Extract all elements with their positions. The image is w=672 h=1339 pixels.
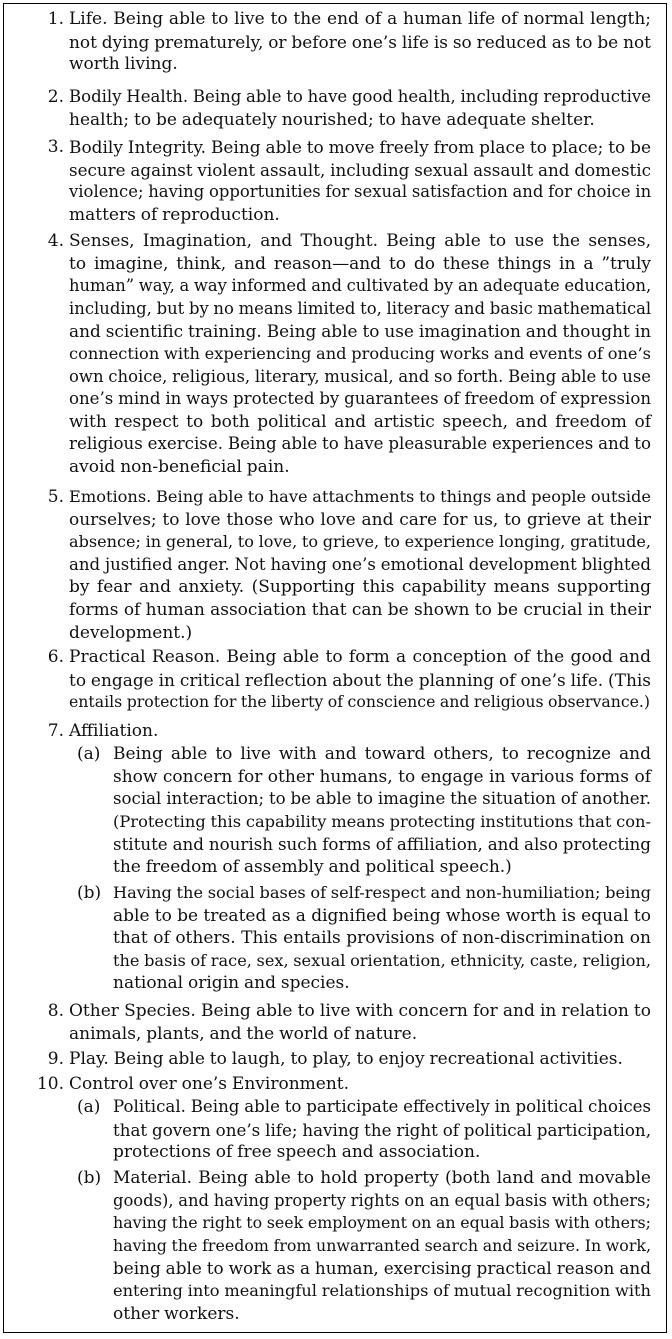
text-line: Bodily Health. Being able to have good health, including reproductive [69, 87, 651, 106]
text-line: the basis of race, sex, sexual orientation, ethnicity, caste, religion, [113, 950, 652, 970]
text-line: able to be treated as a dignified being whose worth is equal to [113, 905, 651, 926]
text-line: development.) [69, 622, 193, 643]
item-text [69, 1073, 651, 1096]
text-line: religious exercise. Being able to have pleasurable experiences and to [69, 434, 651, 454]
text-line: entails protection for the liberty of conscience and religious observance.) [69, 692, 651, 712]
text-line: Life. Being able to live to the end of a human life of normal length; [69, 9, 651, 29]
text-line: (Protecting this capability means protecting institutions that con- [113, 811, 651, 831]
item-number: 5. [47, 487, 64, 507]
text-line: own choice, religious, literary, musical, and so forth. Being able to use [69, 366, 651, 386]
item-number: 6. [47, 647, 64, 667]
text-line: avoid non-beneficial pain. [69, 456, 290, 477]
text-line: to engage in critical reflection about the planning of one’s life. (This [69, 669, 651, 690]
text-line: goods), and having property rights on an equal basis with others; [113, 1190, 651, 1210]
sub-item-text [113, 1167, 651, 1325]
item-number: 7. [47, 721, 64, 741]
sub-item-label: (a) [77, 744, 101, 764]
text-line: social interaction; to be able to imagine the situation of another. [113, 789, 651, 809]
text-line: including, but by no means limited to, literacy and basic mathematical [69, 298, 652, 318]
item-text [69, 1048, 651, 1071]
text-line: Emotions. Being able to have attachments to things and people outside [69, 487, 651, 506]
text-line: Affiliation. [69, 721, 159, 741]
text-line: with respect to both political and artistic speech, and freedom of [69, 411, 651, 432]
text-line: entering into meaningful relationships of mutual recognition with [113, 1280, 651, 1300]
text-line: secure against violent assault, including sexual assault and domestic [69, 159, 651, 180]
item-number: 1. [47, 9, 64, 29]
text-line: show concern for other humans, to engage in various forms of [113, 766, 651, 787]
text-line: health; to be adequately nourished; to have adequate shelter. [69, 109, 595, 130]
text-line: human” way, a way informed and cultivated by an adequate education, [69, 276, 652, 296]
text-line: worth living. [69, 54, 178, 75]
item-number: 9. [47, 1049, 64, 1069]
item-number: 10. [36, 1074, 64, 1094]
text-line: Play. Being able to laugh, to play, to enjoy recreational activities. [69, 1049, 623, 1069]
text-line: the freedom of assembly and political speech.) [113, 856, 512, 877]
text-line: Having the social bases of self-respect and non-humiliation; being [113, 883, 651, 902]
text-line: and justified anger. Not having one’s emotional development blighted [69, 554, 651, 574]
item-text [69, 1000, 651, 1045]
text-line: national origin and species. [113, 973, 350, 994]
text-line: forms of human association that can be shown to be crucial in their [69, 599, 651, 620]
text-line: Bodily Integrity. Being able to move freely from place to place; to be [69, 137, 651, 157]
sub-item-label: (a) [77, 1097, 101, 1117]
text-line: Material. Being able to hold property (both land and movable [113, 1168, 651, 1188]
text-line: connection with experiencing and producing works and events of one’s [69, 343, 651, 363]
sub-item-text [113, 882, 651, 995]
item-text [69, 230, 651, 479]
text-line: Political. Being able to participate effectively in political choices [113, 1097, 651, 1116]
item-text [69, 720, 651, 743]
text-line: Being able to live with and toward others, to recognize and [113, 744, 651, 764]
text-line: that govern one’s life; having the right of political participation, [113, 1119, 651, 1140]
text-line: Senses, Imagination, and Thought. Being able to use the senses, [69, 231, 651, 251]
item-text [69, 86, 651, 131]
text-line: Control over one’s Environment. [69, 1074, 350, 1094]
text-line: not dying prematurely, or before one’s life is so reduced as to be not [69, 31, 651, 52]
sub-item-label: (b) [77, 883, 102, 903]
text-line: one’s mind in ways protected by guarantees of freedom of expression [69, 389, 651, 409]
item-text [69, 136, 651, 226]
text-line: by fear and anxiety. (Supporting this capability means supporting [69, 577, 651, 598]
item-number: 2. [47, 87, 64, 107]
item-number: 8. [47, 1001, 64, 1021]
text-line: being able to work as a human, exercising practical reason and [113, 1258, 651, 1279]
item-text [69, 8, 651, 76]
text-line: stitute and nourish such forms of affiliation, and also protecting [113, 834, 651, 855]
item-number: 3. [47, 137, 64, 157]
text-line: and scientific training. Being able to use imagination and thought in [69, 321, 651, 342]
sub-item-text [113, 743, 651, 879]
item-text [69, 486, 651, 644]
text-line: other workers. [113, 1303, 240, 1324]
text-line: absence; in general, to love, to grieve, to experience longing, gratitude, [69, 532, 651, 552]
text-line: matters of reproduction. [69, 204, 280, 225]
text-line: that of others. This entails provisions of non-discrimination on [113, 928, 651, 949]
sub-item-label: (b) [77, 1168, 102, 1188]
text-line: having the right to seek employment on an equal basis with others; [113, 1213, 651, 1233]
text-line: violence; having opportunities for sexual satisfaction and for choice in [69, 182, 652, 202]
sub-item-text [113, 1096, 651, 1164]
text-line: animals, plants, and the world of nature. [69, 1023, 418, 1044]
text-line: ourselves; to love those who love and care for us, to grieve at their [69, 509, 651, 530]
item-text [69, 646, 651, 714]
text-line: to imagine, think, and reason—and to do these things in a ”truly [69, 253, 651, 274]
text-line: having the freedom from unwarranted search and seizure. In work, [113, 1235, 651, 1255]
text-line: protections of free speech and association. [113, 1142, 481, 1163]
text-line: Practical Reason. Being able to form a conception of the good and [69, 647, 651, 667]
text-line: Other Species. Being able to live with concern for and in relation to [69, 1001, 651, 1021]
item-number: 4. [47, 231, 64, 251]
